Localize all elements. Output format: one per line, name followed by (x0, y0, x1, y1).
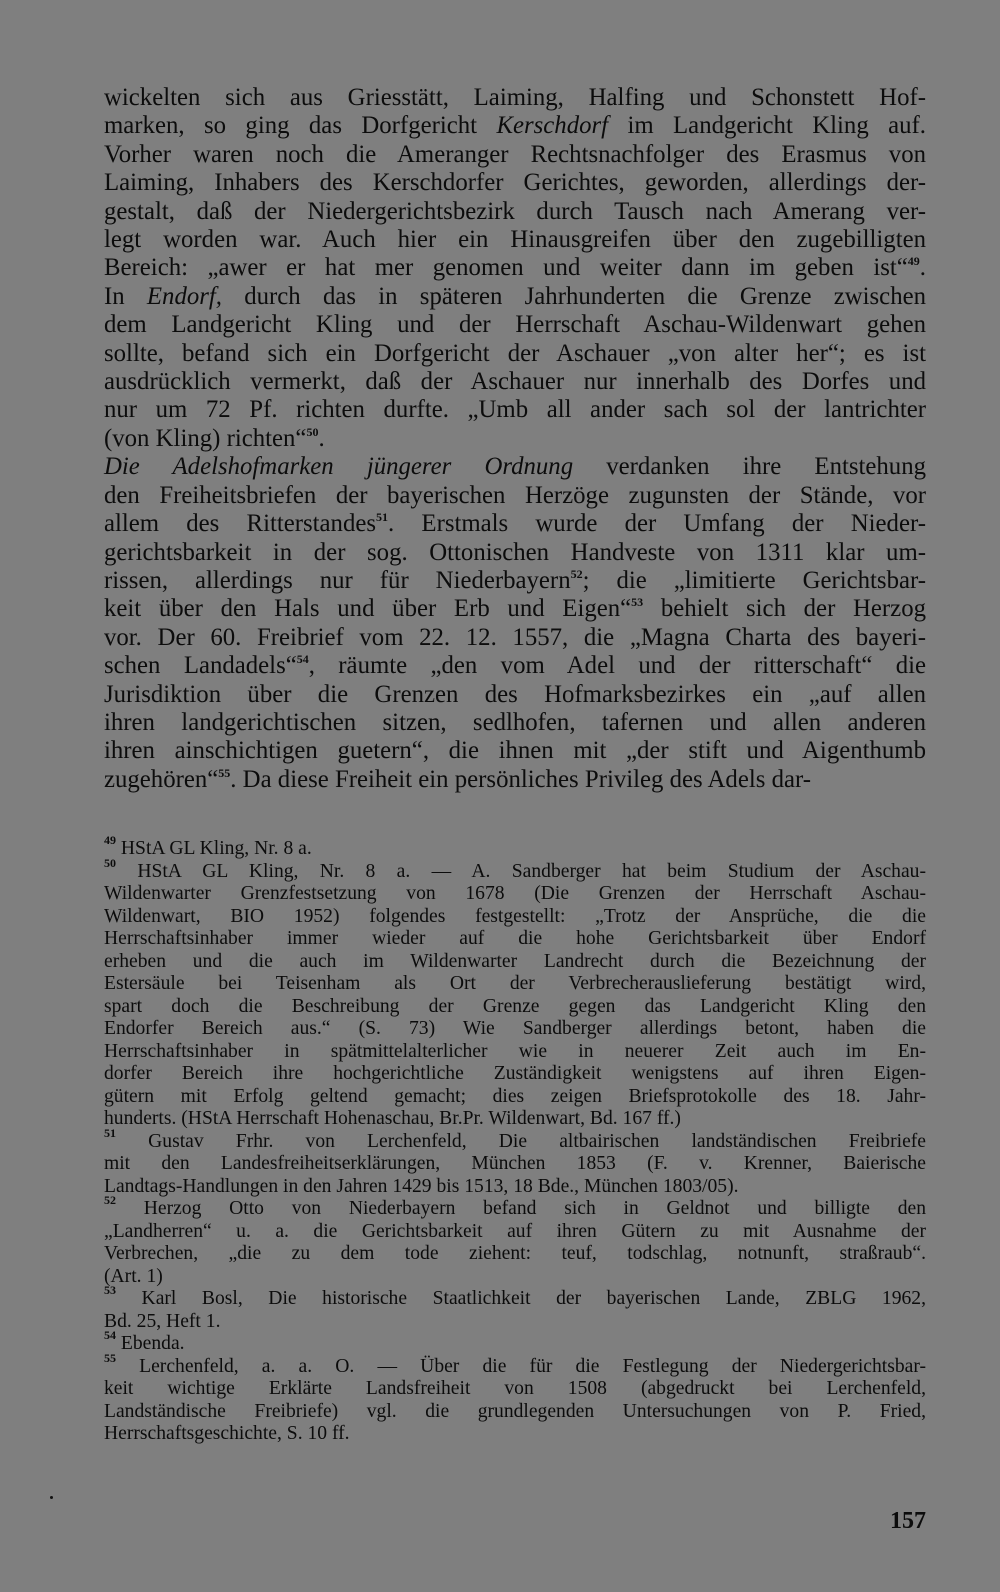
footnote-line: $^{50}$ HStA GL Kling, Nr. 8 a. — A. Sandberger hat beim Studium der Aschau- (104, 855, 926, 882)
page-body (104, 84, 926, 794)
footnote-ref: 53 (631, 595, 644, 610)
body-line: den Freiheitsbriefen der bayerischen Herzöge zugunsten der Stände, vor (104, 481, 926, 509)
body-line: Laiming, Inhabers des Kerschdorfer Gerichtes, geworden, allerdings der- (104, 169, 926, 197)
footnote-ref: 53 (104, 1283, 116, 1297)
footnote-ref: 51 (104, 1125, 116, 1140)
footnote-line: $^{49}$ HStA GL Kling, Nr. 8 a. (104, 833, 312, 859)
footnote-line: Herrschaftsinhaber in spätmittelalterlicher wie in neuerer Zeit auch im En- (104, 1040, 926, 1062)
body-line: nur um 72 Pf. richten durfte. „Umb all ander sach sol der lantrichter (104, 396, 926, 424)
body-line: (von Kling) richten“$^{50}$. (104, 424, 325, 452)
body-line: dem Landgericht Kling und der Herrschaft Aschau-Wildenwart gehen (104, 311, 926, 339)
body-line: gestalt, daß der Niedergerichtsbezirk durch Tausch nach Amerang ver- (104, 197, 926, 225)
body-line: wickelten sich aus Griesstätt, Laiming, Halfing und Schonstett Hof- (104, 84, 926, 111)
footnote-line: spart doch die Beschreibung der Grenze gegen das Landgericht Kling den (104, 995, 926, 1017)
footnote-ref: 49 (907, 254, 920, 269)
footnote-ref: 52 (104, 1193, 116, 1207)
footnote-line: Herrschaftsinhaber immer wieder auf die hohe Gerichtsbarkeit über Endorf (104, 928, 926, 949)
footnote-ref: 54 (296, 652, 309, 667)
footnote-line: $^{51}$ Gustav Frhr. von Lerchenfeld, Die altbairischen landständischen Freibriefe (104, 1125, 926, 1152)
body-line: legt worden war. Auch hier ein Hinausgreifen über den zugebilligten (104, 226, 926, 254)
body-line: allem des Ritterstandes$^{51}$. Erstmals wurde der Umfang der Nieder- (104, 510, 926, 538)
body-line: Die Adelshofmarken jüngerer Ordnung verdanken ihre Entstehung (104, 453, 926, 481)
footnote-line: Estersäule bei Teisenham als Ort der Verbrecherauslieferung bestätigt wird, (104, 973, 926, 994)
body-line: Vorher waren noch die Ameranger Rechtsnachfolger des Erasmus von (104, 140, 926, 168)
body-line: ihren landgerichtischen sitzen, sedlhofen, tafernen und allen anderen (104, 708, 926, 736)
footnote-ref: 55 (218, 765, 231, 780)
footnote-line: Endorfer Bereich aus.“ (S. 73) Wie Sandberger allerdings betont, haben die (104, 1018, 926, 1039)
footnote-ref: 55 (104, 1350, 116, 1365)
footnote-line: Wildenwart, BIO 1952) folgendes festgestellt: „Trotz der Ansprüche, die die (104, 905, 926, 927)
footnote-line: dorfer Bereich ihre hochgerichtliche Zuständigkeit wenigstens auf ihren Eigen- (104, 1063, 926, 1084)
footnote-ref: 50 (306, 424, 319, 439)
print-speck (50, 1496, 53, 1499)
footnote-line: $^{55}$ Lerchenfeld, a. a. O. — Über die für die Festlegung der Niedergerichtsbar- (104, 1350, 926, 1377)
footnote-line: Bd. 25, Heft 1. (104, 1310, 221, 1332)
body-line: marken, so ging das Dorfgericht Kerschdorf im Landgericht Kling auf. (104, 112, 926, 140)
footnote-line: gütern mit Erfolg geltend gemacht; dies zeigen Briefsprotokolle des 18. Jahr- (104, 1085, 926, 1107)
body-line: ausdrücklich vermerkt, daß der Aschauer nur innerhalb des Dorfes und (104, 368, 926, 396)
body-line: Jurisdiktion über die Grenzen des Hofmarksbezirkes ein „auf allen (104, 680, 926, 708)
footnote-line: $^{52}$ Herzog Otto von Niederbayern befand sich in Geldnot und billigte den (104, 1193, 926, 1219)
footnote-line: $^{53}$ Karl Bosl, Die historische Staatlichkeit der bayerischen Lande, ZBLG 1962, (104, 1283, 926, 1309)
footnote-ref: 51 (376, 510, 389, 525)
footnote-line: Verbrechen, „die zu dem tode ziehent: teuf, todschlag, notnunft, straßraub“. (104, 1243, 926, 1264)
body-line: vor. Der 60. Freibrief vom 22. 12. 1557, die „Magna Charta des bayeri- (104, 623, 926, 651)
body-line: Bereich: „awer er hat mer genomen und weiter dann im geben ist“$^{49}$. (104, 254, 926, 282)
body-line: sollte, befand sich ein Dorfgericht der Aschauer „von alter her“; es ist (104, 339, 926, 367)
footnote-ref: 54 (104, 1328, 116, 1342)
body-line: gerichtsbarkeit in der sog. Ottonischen Handveste von 1311 klar um- (104, 538, 926, 566)
footnote-line: Wildenwarter Grenzfestsetzung von 1678 (Die Grenzen der Herrschaft Aschau- (104, 883, 926, 904)
body-line: rissen, allerdings nur für Niederbayern$^{52}$; die „limitierte Gerichtsbar- (104, 566, 926, 594)
body-line: zugehören“$^{55}$. Da diese Freiheit ein persönliches Privileg des Adels dar- (104, 765, 811, 793)
footnote-line: mit den Landesfreiheitserklärungen, München 1853 (F. v. Krenner, Baierische (104, 1153, 926, 1174)
page-number: 157 (890, 1508, 926, 1534)
footnote-line: hunderts. (HStA Herrschaft Hohenaschau, Br.Pr. Wildenwart, Bd. 167 ff.) (104, 1108, 681, 1129)
footnote-line: $^{54}$ Ebenda. (104, 1328, 185, 1354)
footnote-line: „Landherren“ u. a. die Gerichtsbarkeit auf ihren Gütern zu mit Ausnahme der (104, 1220, 926, 1242)
footnote-ref: 49 (104, 833, 116, 847)
footnotes (104, 833, 926, 1446)
footnote-ref: 52 (570, 566, 583, 581)
body-line: ihren ainschichtigen guetern“, die ihnen mit „der stift und Aigenthumb (104, 737, 926, 765)
footnote-line: erheben und die auch im Wildenwarter Landrecht durch die Bezeichnung der (104, 950, 926, 972)
footnote-line: Landständische Freibriefe) vgl. die grundlegenden Untersuchungen von P. Fried, (104, 1400, 926, 1422)
body-line: In Endorf, durch das in späteren Jahrhunderten die Grenze zwischen (104, 282, 926, 310)
body-line: keit über den Hals und über Erb und Eigen“$^{53}$ behielt sich der Herzog (104, 595, 926, 623)
footnote-line: (Art. 1) (104, 1265, 163, 1287)
footnote-line: Herrschaftsgeschichte, S. 10 ff. (104, 1423, 350, 1444)
body-text (104, 84, 926, 794)
footnote-line: keit wichtige Erklärte Landsfreiheit von 1508 (abgedruckt bei Lerchenfeld, (104, 1378, 926, 1399)
body-line: schen Landadels“$^{54}$, räumte „den vom Adel und der ritterschaft“ die (104, 652, 926, 680)
footnote-line: Landtags-Handlungen in den Jahren 1429 bis 1513, 18 Bde., München 1803/05). (104, 1175, 739, 1197)
footnote-ref: 50 (104, 855, 116, 870)
